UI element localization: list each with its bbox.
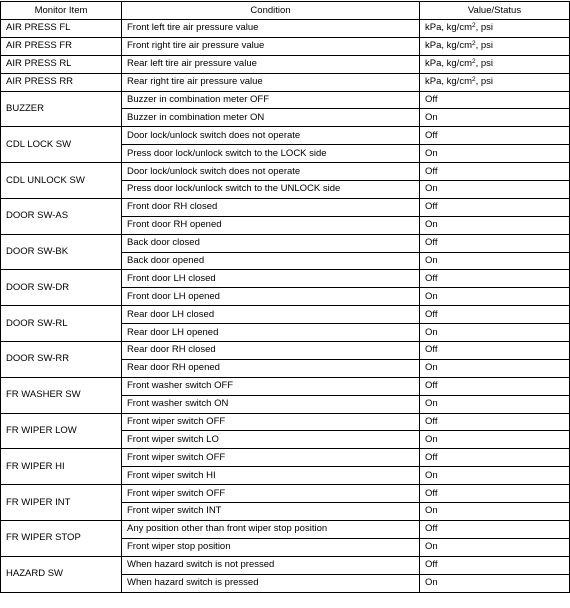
condition-cell: Back door opened [122, 252, 420, 270]
value-status-cell [420, 20, 570, 38]
unit-text: kPa, kg/cm [425, 76, 472, 88]
condition-cell: When hazard switch is not pressed [122, 556, 420, 574]
monitor-item-cell: FR WASHER SW [1, 377, 122, 413]
unit-text-suffix: , psi [475, 40, 494, 52]
table-row [1, 413, 570, 431]
table-row [1, 377, 570, 395]
condition-cell: Front wiper switch OFF [122, 485, 420, 503]
condition-cell: Door lock/unlock switch does not operate [122, 127, 420, 145]
unit-text-suffix: , psi [475, 76, 494, 88]
table-row [1, 520, 570, 538]
header-value-status: Value/Status [420, 2, 570, 20]
table-row [1, 198, 570, 216]
table-row [1, 37, 570, 55]
header-row [1, 2, 570, 20]
table-row [1, 342, 570, 360]
table-row [1, 55, 570, 73]
monitor-item-cell: DOOR SW-RR [1, 342, 122, 378]
table-row [1, 91, 570, 109]
value-status-cell: Off [420, 485, 570, 503]
condition-cell: Back door closed [122, 234, 420, 252]
table-row [1, 73, 570, 91]
condition-cell: Front door LH closed [122, 270, 420, 288]
value-status-cell: On [420, 288, 570, 306]
monitor-item-cell: DOOR SW-AS [1, 198, 122, 234]
condition-cell: Any position other than front wiper stop position [122, 520, 420, 538]
condition-cell: When hazard switch is pressed [122, 574, 420, 592]
unit-text-suffix: , psi [475, 22, 494, 34]
header-monitor-item: Monitor Item [1, 2, 122, 20]
condition-cell: Front washer switch OFF [122, 377, 420, 395]
condition-cell: Front washer switch ON [122, 395, 420, 413]
monitor-item-cell: AIR PRESS RL [1, 55, 122, 73]
value-status-cell: Off [420, 556, 570, 574]
value-status-cell: Off [420, 127, 570, 145]
condition-cell: Front door LH opened [122, 288, 420, 306]
unit-text: kPa, kg/cm [425, 40, 472, 52]
value-status-cell: Off [420, 198, 570, 216]
monitor-item-cell: HAZARD SW [1, 556, 122, 592]
condition-cell: Rear door RH opened [122, 359, 420, 377]
value-status-cell: On [420, 359, 570, 377]
unit-exponent: 2 [472, 76, 476, 84]
table-row [1, 20, 570, 38]
value-status-cell: On [420, 538, 570, 556]
condition-cell: Front door RH closed [122, 198, 420, 216]
condition-cell: Front wiper switch LO [122, 431, 420, 449]
condition-cell: Door lock/unlock switch does not operate [122, 163, 420, 181]
unit-text: kPa, kg/cm [425, 58, 472, 70]
condition-cell: Front wiper switch OFF [122, 449, 420, 467]
value-status-cell: Off [420, 163, 570, 181]
value-status-cell: On [420, 181, 570, 199]
value-status-cell: On [420, 431, 570, 449]
monitor-item-cell: FR WIPER INT [1, 485, 122, 521]
value-status-cell: Off [420, 270, 570, 288]
condition-cell: Front wiper switch HI [122, 467, 420, 485]
table-row [1, 449, 570, 467]
value-status-cell: On [420, 109, 570, 127]
condition-cell: Rear door LH opened [122, 324, 420, 342]
value-status-cell: Off [420, 306, 570, 324]
monitor-item-cell: DOOR SW-DR [1, 270, 122, 306]
value-status-cell: Off [420, 413, 570, 431]
value-status-cell: On [420, 503, 570, 521]
monitor-item-cell: DOOR SW-BK [1, 234, 122, 270]
value-status-cell: Off [420, 449, 570, 467]
value-status-cell: On [420, 216, 570, 234]
value-status-cell: Off [420, 342, 570, 360]
monitor-item-cell: BUZZER [1, 91, 122, 127]
condition-cell: Front wiper switch INT [122, 503, 420, 521]
table-row [1, 234, 570, 252]
monitor-item-cell: FR WIPER STOP [1, 520, 122, 556]
value-status-cell: On [420, 395, 570, 413]
value-status-cell: Off [420, 520, 570, 538]
monitor-item-cell: FR WIPER LOW [1, 413, 122, 449]
value-status-cell: Off [420, 377, 570, 395]
value-status-cell [420, 73, 570, 91]
condition-cell: Front wiper switch OFF [122, 413, 420, 431]
value-status-cell [420, 37, 570, 55]
condition-cell: Front door RH opened [122, 216, 420, 234]
condition-cell: Rear door RH closed [122, 342, 420, 360]
value-status-cell: On [420, 467, 570, 485]
condition-cell: Front wiper stop position [122, 538, 420, 556]
table-row [1, 306, 570, 324]
value-status-cell: On [420, 324, 570, 342]
condition-cell: Buzzer in combination meter OFF [122, 91, 420, 109]
table-row [1, 270, 570, 288]
condition-cell: Press door lock/unlock switch to the UNLOCK side [122, 181, 420, 199]
condition-cell: Front right tire air pressure value [122, 37, 420, 55]
condition-cell: Front left tire air pressure value [122, 20, 420, 38]
table-row [1, 127, 570, 145]
condition-cell: Rear door LH closed [122, 306, 420, 324]
monitor-item-cell: FR WIPER HI [1, 449, 122, 485]
monitor-item-cell: AIR PRESS FR [1, 37, 122, 55]
condition-cell: Rear left tire air pressure value [122, 55, 420, 73]
value-status-cell: On [420, 252, 570, 270]
value-status-cell: Off [420, 91, 570, 109]
value-status-cell: On [420, 574, 570, 592]
monitor-item-cell: CDL UNLOCK SW [1, 163, 122, 199]
value-status-cell [420, 55, 570, 73]
table-body [1, 20, 570, 593]
table-row [1, 485, 570, 503]
condition-cell: Rear right tire air pressure value [122, 73, 420, 91]
monitor-table [0, 1, 570, 593]
monitor-item-cell: AIR PRESS RR [1, 73, 122, 91]
condition-cell: Press door lock/unlock switch to the LOCK side [122, 145, 420, 163]
condition-cell: Buzzer in combination meter ON [122, 109, 420, 127]
value-status-cell: Off [420, 234, 570, 252]
unit-text: kPa, kg/cm [425, 22, 472, 34]
value-status-cell: On [420, 145, 570, 163]
unit-exponent: 2 [472, 58, 476, 66]
monitor-item-cell: DOOR SW-RL [1, 306, 122, 342]
table-row [1, 556, 570, 574]
header-condition: Condition [122, 2, 420, 20]
table-row [1, 163, 570, 181]
monitor-item-cell: AIR PRESS FL [1, 20, 122, 38]
monitor-item-cell: CDL LOCK SW [1, 127, 122, 163]
unit-exponent: 2 [472, 40, 476, 48]
unit-text-suffix: , psi [475, 58, 494, 70]
unit-exponent: 2 [472, 22, 476, 30]
